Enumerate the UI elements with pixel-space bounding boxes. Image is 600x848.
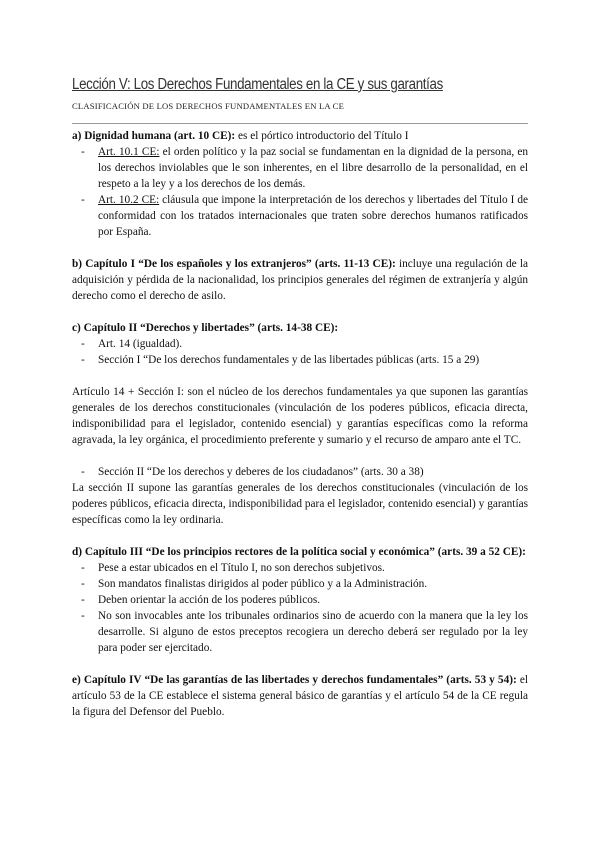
section-a-heading: a) Dignidad humana (art. 10 CE):	[72, 130, 236, 142]
section-c-list-2	[72, 464, 528, 480]
article-ref: Art. 10.1 CE:	[98, 146, 160, 158]
section-e	[72, 672, 528, 720]
article-ref: Art. 10.2 CE:	[98, 194, 160, 206]
section-b-heading: b) Capítulo I “De los españoles y los extranjeros” (arts. 11-13 CE):	[72, 258, 396, 270]
list-item-text: el orden político y la paz social se fundamentan en la dignidad de la persona, en los derechos inviolables que le son inherentes, en el libre desarrollo de la personalidad, en el respeto a la ley y a los derechos de los demás.	[98, 146, 528, 190]
list-item: - No son invocables ante los tribunales ordinarios sino de acuerdo con la manera que la ley los desarrolle. Si alguno de estos preceptos recogiera un derecho deberá ser regulado por la ley para poder ser ejercitado.	[98, 608, 528, 656]
section-c-paragraph-1: Artículo 14 + Sección I: son el núcleo de los derechos fundamentales ya que suponen las garantías generales de los derechos constitucionales (vinculación de los poderes públicos, eficacia directa, indisponibilidad para el legislador, contenido esencial) y garantías específicas como la reforma agravada, la ley orgánica, el procedimiento preferente y sumario y el recurso de amparo ante el TC.	[72, 386, 528, 446]
section-d-list	[72, 560, 528, 656]
section-b-text: incluye una regulación de la adquisición y pérdida de la nacionalidad, los principios generales del régimen de extranjería y algún derecho como el derecho de asilo.	[72, 258, 528, 302]
list-item: - Sección I “De los derechos fundamentales y de las libertades públicas (arts. 15 a 29)	[98, 352, 528, 368]
list-item: - Deben orientar la acción de los poderes públicos.	[98, 592, 528, 608]
list-item	[98, 192, 528, 240]
section-e-text: el artículo 53 de la CE establece el sistema general básico de garantías y el artículo 54 de la CE regula la figura del Defensor del Pueblo.	[72, 674, 528, 718]
section-b	[72, 256, 528, 304]
list-item: - Art. 14 (igualdad).	[98, 336, 528, 352]
section-c	[72, 320, 528, 336]
list-item: - Pese a estar ubicados en el Título I, no son derechos subjetivos.	[98, 560, 528, 576]
list-item: - Sección II “De los derechos y deberes de los ciudadanos” (arts. 30 a 38)	[98, 464, 528, 480]
divider	[72, 123, 528, 124]
list-item-text: cláusula que impone la interpretación de los derechos y libertades del Título I de conformidad con los tratados internacionales que traten sobre derechos humanos ratificados por España.	[98, 194, 528, 238]
section-d-heading: d) Capítulo III “De los principios rectores de la política social y económica” (arts. 39 a 52 CE):	[72, 546, 526, 558]
section-d	[72, 544, 528, 560]
list-item	[98, 144, 528, 192]
section-a-text: es el pórtico introductorio del Título I	[235, 130, 409, 142]
section-c-heading: c) Capítulo II “Derechos y libertades” (arts. 14-38 CE):	[72, 322, 339, 334]
section-c-list	[72, 336, 528, 368]
page-title: Lección V: Los Derechos Fundamentales en la CE y sus garantías	[72, 76, 443, 93]
document-page	[72, 74, 528, 720]
section-c-paragraph-2: La sección II supone las garantías generales de los derechos constitucionales (vinculación de los poderes públicos, eficacia directa, indisponibilidad para el legislador, contenido esencial) y garantías específicas como la ley ordinaria.	[72, 482, 528, 526]
section-subtitle: CLASIFICACIÓN DE LOS DERECHOS FUNDAMENTALES EN LA CE	[72, 101, 345, 111]
section-e-heading: e) Capítulo IV “De las garantías de las libertades y derechos fundamentales” (arts. 53 y 54):	[72, 674, 517, 686]
section-a	[72, 128, 528, 144]
section-a-list	[72, 144, 528, 240]
list-item: - Son mandatos finalistas dirigidos al poder público y a la Administración.	[98, 576, 528, 592]
